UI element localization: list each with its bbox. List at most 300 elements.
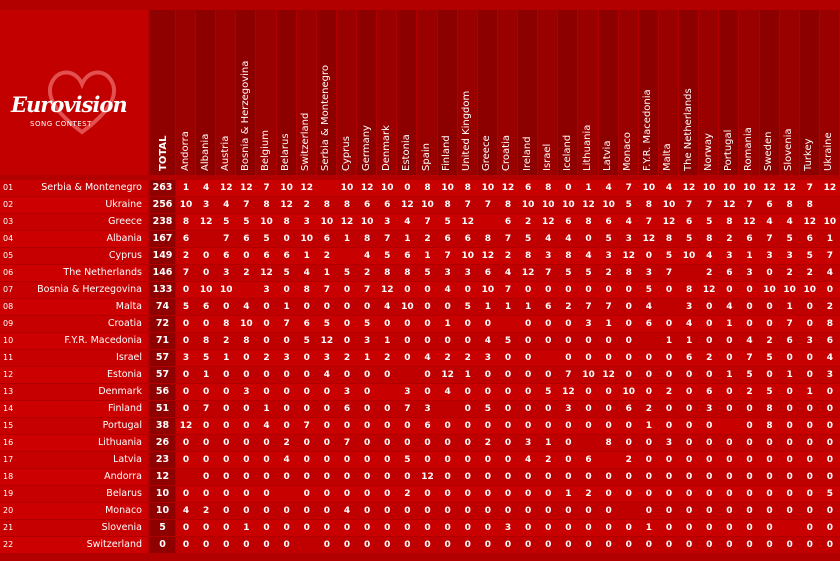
score-cell: 1 [303, 251, 310, 261]
score-cell: 12 [441, 370, 454, 380]
score-cell: 2 [746, 387, 753, 397]
score-cell: 6 [706, 387, 713, 397]
score-cell [780, 520, 800, 536]
score-cell: 6 [504, 217, 512, 227]
score-cell: 0 [223, 387, 230, 397]
voter-name: Sweden [763, 131, 775, 171]
score-cell: 10 [702, 183, 716, 193]
score-cell: 0 [504, 370, 512, 380]
voter-name: Belgium [260, 130, 272, 171]
score-cell: 0 [364, 302, 371, 312]
score-cell [236, 282, 256, 298]
voter-name: Ukraine [823, 132, 835, 171]
score-cell: 7 [182, 268, 190, 278]
total-cell: 57 [150, 367, 175, 383]
voter-name: Estonia [400, 134, 412, 171]
score-cell: 0 [384, 506, 391, 516]
score-cell: 10 [723, 183, 736, 193]
score-cell: 0 [444, 302, 451, 312]
score-cell: 0 [424, 370, 431, 380]
table-row [0, 418, 840, 434]
score-cell: 5 [706, 217, 713, 227]
score-cell: 0 [283, 387, 290, 397]
score-cell [679, 265, 699, 281]
score-cell: 0 [605, 472, 612, 482]
score-cell: 2 [303, 200, 310, 210]
score-cell: 7 [665, 268, 673, 278]
score-cell: 0 [665, 285, 673, 295]
score-cell: 0 [826, 421, 834, 431]
score-cell: 1 [323, 268, 331, 278]
score-cell: 2 [806, 268, 813, 278]
score-cell: 2 [424, 234, 431, 244]
score-cell: 1 [384, 336, 391, 346]
score-cell: 0 [444, 489, 451, 499]
score-cell: 0 [766, 472, 773, 482]
score-cell: 4 [565, 234, 572, 244]
score-cell: 6 [424, 421, 431, 431]
score-cell: 6 [685, 217, 693, 227]
score-cell: 0 [404, 472, 411, 482]
score-cell: 0 [464, 540, 471, 550]
score-cell: 0 [806, 455, 813, 465]
score-cell: 0 [323, 421, 331, 431]
table-row [0, 520, 840, 536]
score-cell: 0 [182, 370, 190, 380]
score-cells [176, 486, 840, 502]
score-cell: 1 [605, 319, 612, 329]
score-cell: 6 [223, 251, 230, 261]
voter-column-header [518, 10, 538, 175]
score-cell: 0 [746, 421, 753, 431]
table-row [0, 231, 840, 247]
score-cell: 4 [444, 285, 451, 295]
country-cell: Belarus [30, 486, 148, 502]
country-cell: Israel [30, 350, 148, 366]
score-cell: 0 [384, 472, 391, 482]
score-cell: 12 [320, 336, 334, 346]
score-cell: 6 [464, 234, 471, 244]
score-cell: 0 [565, 523, 572, 533]
score-cell: 0 [524, 319, 532, 329]
score-cell: 0 [665, 506, 673, 516]
score-cell [639, 333, 659, 349]
score-cell [317, 180, 337, 196]
score-cell: 0 [384, 404, 391, 414]
score-cell [659, 299, 679, 315]
score-cell: 7 [203, 404, 210, 414]
voter-column-header [558, 10, 578, 175]
score-cell: 0 [243, 370, 250, 380]
score-cell: 0 [323, 438, 331, 448]
table-row [0, 367, 840, 383]
score-cell: 0 [364, 370, 371, 380]
score-cell: 0 [343, 302, 351, 312]
score-cell [538, 350, 558, 366]
score-cell: 3 [263, 285, 270, 295]
score-cell: 0 [685, 506, 693, 516]
score-cell: 0 [786, 489, 793, 499]
voter-column-headers [176, 10, 840, 175]
score-cell: 10 [401, 302, 414, 312]
table-row [0, 350, 840, 366]
score-cell: 0 [243, 421, 250, 431]
score-cell: 5 [565, 268, 572, 278]
score-cell: 4 [182, 506, 190, 516]
score-cell: 10 [461, 251, 474, 261]
score-cell: 4 [685, 319, 693, 329]
table-row [0, 537, 840, 553]
score-cell: 3 [283, 353, 290, 363]
score-cells [176, 265, 840, 281]
score-cell: 0 [625, 472, 632, 482]
score-cell: 2 [364, 268, 371, 278]
rank-cell: 22 [0, 537, 30, 553]
score-cell: 0 [746, 302, 753, 312]
logo-wordmark: Eurovision [11, 92, 127, 117]
score-cell: 8 [343, 200, 351, 210]
score-cell: 0 [706, 336, 713, 346]
score-cell: 0 [223, 489, 230, 499]
score-cell: 7 [364, 285, 371, 295]
score-cell: 1 [484, 302, 491, 312]
score-cell: 12 [682, 183, 696, 193]
score-cell: 0 [806, 540, 813, 550]
score-cell: 12 [783, 183, 796, 193]
score-cell: 12 [743, 217, 756, 227]
score-cell: 0 [786, 540, 793, 550]
total-cell: 57 [150, 350, 175, 366]
score-cell: 3 [364, 336, 371, 346]
score-cell: 0 [404, 438, 411, 448]
score-cell: 0 [504, 506, 512, 516]
score-cell: 0 [605, 523, 612, 533]
score-cell: 0 [665, 404, 673, 414]
voter-name: Andorra [179, 131, 191, 171]
voter-column-header [739, 10, 759, 175]
score-cell: 5 [263, 234, 270, 244]
score-cell: 6 [645, 319, 652, 329]
score-cell: 0 [565, 353, 572, 363]
score-cell [377, 384, 397, 400]
score-cell: 4 [223, 200, 230, 210]
score-cell: 0 [444, 421, 451, 431]
score-cell: 12 [662, 217, 676, 227]
score-cell: 8 [203, 336, 210, 346]
rank-cell: 04 [0, 231, 30, 247]
score-cell: 7 [605, 302, 612, 312]
score-cell: 0 [464, 404, 471, 414]
voter-column-header [760, 10, 780, 175]
score-cell: 0 [464, 319, 471, 329]
score-cell: 0 [645, 506, 652, 516]
score-cell: 0 [263, 506, 270, 516]
score-cell: 10 [682, 251, 696, 261]
score-cell: 0 [203, 455, 210, 465]
voter-column-header [337, 10, 357, 175]
score-cell: 2 [504, 251, 512, 261]
score-cell: 5 [685, 234, 693, 244]
score-cell: 0 [625, 285, 632, 295]
score-cell: 0 [364, 523, 371, 533]
score-cell: 0 [524, 506, 532, 516]
rank-cell: 13 [0, 384, 30, 400]
score-cell: 1 [645, 523, 652, 533]
score-cell: 0 [182, 387, 190, 397]
score-cell: 0 [545, 421, 552, 431]
score-cell: 10 [763, 285, 776, 295]
score-cell: 1 [806, 387, 813, 397]
score-cells [176, 299, 840, 315]
score-cell: 5 [223, 217, 230, 227]
voter-column-header [236, 10, 256, 175]
score-cell: 6 [343, 404, 351, 414]
logo-subtitle: SONG CONTEST [30, 120, 92, 128]
voter-name: Turkey [803, 138, 815, 171]
score-cell [599, 452, 619, 468]
score-cell: 1 [585, 183, 592, 193]
score-cell: 0 [243, 251, 250, 261]
score-cell [578, 435, 598, 451]
score-cell: 0 [605, 387, 612, 397]
score-cell: 0 [504, 404, 512, 414]
total-cell: 56 [150, 384, 175, 400]
score-cell: 3 [424, 404, 431, 414]
logo-panel [0, 10, 148, 175]
score-cell: 0 [665, 319, 673, 329]
score-cell: 1 [364, 353, 371, 363]
score-cell: 1 [786, 370, 793, 380]
score-cell: 6 [364, 200, 371, 210]
score-cell: 0 [384, 438, 391, 448]
voter-name: Germany [360, 125, 372, 171]
score-cell: 1 [263, 404, 270, 414]
score-cell: 5 [182, 302, 190, 312]
score-cell: 0 [404, 353, 411, 363]
score-cell: 4 [605, 183, 612, 193]
score-cells [176, 214, 840, 230]
score-cell: 1 [726, 319, 733, 329]
score-cell: 3 [343, 387, 351, 397]
score-cell: 5 [283, 268, 290, 278]
score-cell: 3 [826, 370, 834, 380]
total-cell: 10 [150, 486, 175, 502]
score-cell: 10 [179, 200, 193, 210]
score-cell: 0 [484, 506, 491, 516]
score-cell: 0 [223, 404, 230, 414]
table-row [0, 401, 840, 417]
score-cell: 0 [565, 472, 572, 482]
score-cell: 6 [685, 353, 693, 363]
score-cell: 0 [545, 285, 552, 295]
voter-name: F.Y.R. Macedonia [642, 89, 654, 171]
voter-name: Switzerland [300, 112, 312, 171]
score-cell: 7 [806, 183, 813, 193]
score-cell: 0 [223, 472, 230, 482]
total-cell: 256 [150, 197, 175, 213]
score-cells [176, 282, 840, 298]
score-cell: 0 [364, 421, 371, 431]
voter-name: Greece [481, 135, 493, 171]
score-cell: 10 [541, 200, 555, 210]
score-cell: 0 [645, 489, 652, 499]
score-cell: 0 [685, 387, 693, 397]
score-cell: 0 [303, 370, 310, 380]
score-cell: 0 [665, 489, 673, 499]
table-row [0, 248, 840, 264]
score-cell: 0 [404, 421, 411, 431]
score-cell: 6 [625, 404, 632, 414]
score-cell: 8 [605, 438, 612, 448]
score-cell: 0 [766, 489, 773, 499]
score-cell: 0 [726, 506, 733, 516]
total-cell: 26 [150, 435, 175, 451]
score-cell: 10 [823, 217, 837, 227]
score-cell: 0 [806, 472, 813, 482]
score-cell: 10 [360, 217, 374, 227]
score-cell: 10 [380, 183, 394, 193]
voter-column-header [659, 10, 679, 175]
score-cell: 0 [444, 472, 451, 482]
score-cell: 12 [642, 234, 656, 244]
score-cell: 0 [343, 421, 351, 431]
score-cell: 7 [746, 353, 753, 363]
score-cell: 0 [685, 540, 693, 550]
score-cell: 2 [786, 268, 793, 278]
score-cell: 10 [340, 183, 354, 193]
score-cell: 1 [243, 523, 250, 533]
score-cell: 0 [685, 455, 693, 465]
score-cell: 8 [545, 183, 552, 193]
score-cell: 7 [504, 234, 512, 244]
voter-column-header [297, 10, 317, 175]
score-cell: 0 [726, 523, 733, 533]
score-cell: 8 [484, 234, 491, 244]
country-cell: Estonia [30, 367, 148, 383]
score-cell: 0 [424, 455, 431, 465]
score-cell: 7 [384, 234, 391, 244]
score-cell: 0 [343, 370, 351, 380]
score-cell: 0 [746, 523, 753, 533]
score-cell: 3 [605, 251, 612, 261]
score-cell: 12 [501, 183, 515, 193]
score-cell: 10 [642, 183, 656, 193]
score-cell: 8 [444, 200, 451, 210]
score-cell: 0 [726, 353, 733, 363]
score-cell: 8 [223, 319, 230, 329]
score-cell: 0 [182, 404, 190, 414]
score-cell: 12 [602, 370, 615, 380]
score-cell: 0 [826, 523, 834, 533]
score-cell: 12 [582, 200, 595, 210]
score-cell: 0 [806, 302, 813, 312]
score-cell: 0 [605, 421, 612, 431]
score-cell: 4 [706, 251, 713, 261]
score-cell: 0 [364, 489, 371, 499]
rank-cell: 06 [0, 265, 30, 281]
score-cell: 2 [484, 438, 491, 448]
score-cells [176, 469, 840, 485]
score-cell: 0 [685, 438, 693, 448]
rank-cell: 20 [0, 503, 30, 519]
score-cell: 0 [243, 489, 250, 499]
score-cell: 7 [343, 438, 351, 448]
score-cell: 12 [541, 217, 555, 227]
score-cell: 10 [622, 387, 635, 397]
voter-name: Bosnia & Herzegovina [239, 60, 251, 171]
score-cell: 3 [303, 217, 310, 227]
rank-cell: 16 [0, 435, 30, 451]
score-cell: 0 [243, 404, 250, 414]
score-cell: 0 [323, 506, 331, 516]
total-cell: 263 [150, 180, 175, 196]
score-cell: 0 [746, 540, 753, 550]
country-cell: Serbia & Montenegro [30, 180, 148, 196]
score-cell: 6 [585, 455, 592, 465]
score-cell: 5 [605, 234, 612, 244]
score-cell: 0 [484, 489, 491, 499]
score-cell: 0 [524, 523, 532, 533]
score-cell: 0 [484, 523, 491, 533]
score-cell: 3 [585, 319, 592, 329]
score-cell: 0 [585, 336, 592, 346]
score-cell: 0 [243, 540, 250, 550]
country-cell: The Netherlands [30, 265, 148, 281]
score-cell: 3 [685, 302, 693, 312]
score-cell: 2 [826, 302, 834, 312]
score-cell: 0 [706, 438, 713, 448]
score-cell: 0 [625, 489, 632, 499]
score-cell: 8 [665, 234, 673, 244]
score-cell: 5 [826, 489, 834, 499]
rank-cell: 01 [0, 180, 30, 196]
score-cell: 2 [323, 251, 331, 261]
score-cell: 1 [786, 302, 793, 312]
score-cell: 12 [723, 200, 736, 210]
voter-name: Lithuania [581, 124, 593, 171]
table-row [0, 469, 840, 485]
score-cell: 0 [625, 336, 632, 346]
score-cell: 10 [421, 200, 434, 210]
score-cell: 0 [182, 455, 190, 465]
score-cell: 2 [182, 251, 190, 261]
score-cell: 0 [223, 370, 230, 380]
total-cell: 38 [150, 418, 175, 434]
score-cell: 2 [706, 353, 713, 363]
score-cell: 5 [625, 200, 632, 210]
score-cell: 7 [585, 302, 592, 312]
score-cell [196, 231, 216, 247]
score-cell: 10 [662, 200, 676, 210]
score-cell: 8 [766, 404, 773, 414]
score-cell: 0 [263, 489, 270, 499]
score-cell: 0 [826, 455, 834, 465]
score-cell: 0 [524, 336, 532, 346]
score-cell: 4 [263, 421, 270, 431]
voter-name: Croatia [501, 135, 513, 171]
score-cell: 3 [565, 404, 572, 414]
score-cell: 8 [625, 268, 632, 278]
score-cell: 8 [565, 251, 572, 261]
score-cell: 8 [404, 268, 411, 278]
score-cell: 4 [545, 234, 552, 244]
score-cell: 2 [343, 353, 351, 363]
score-cell: 0 [484, 472, 491, 482]
country-cell: Switzerland [30, 537, 148, 553]
score-cell: 8 [826, 319, 834, 329]
score-cell: 2 [524, 217, 532, 227]
score-cell: 2 [645, 404, 652, 414]
